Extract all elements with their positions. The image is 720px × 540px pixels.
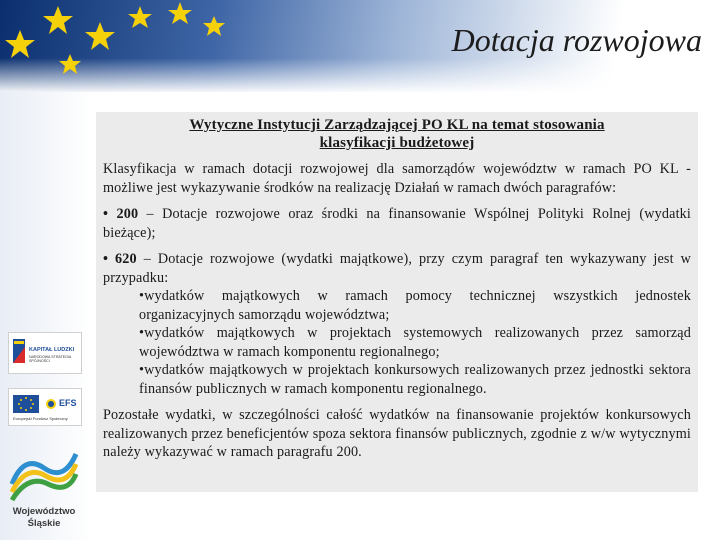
intro-paragraph: Klasyfikacja w ramach dotacji rozwojowej dla samorządów województw w ramach PO KL - możliwe jest wykazywanie środków na realizację Działań w ramach dwóch paragrafów: [103,161,691,196]
closing-paragraph: Pozostałe wydatki, w szczególności całość wydatków na finansowanie projektów konkursowych realizowanych przez beneficjentów spoza sektora finansów publicznych, zgodnie z w/w wytycznymi należy wykazywać w ramach paragrafu 200. [103,407,691,460]
star-icon [168,2,192,24]
star-icon [85,22,115,50]
kl-logo-text: KAPITAŁ LUDZKI [29,347,75,353]
eu-stars-decoration [0,0,360,120]
efs-logo-text: EFS [59,398,77,408]
heading-line-1: Wytyczne Instytucji Zarządzającej PO KL na temat stosowania [189,117,605,133]
wojewodztwo-slaskie-logo [4,444,84,536]
star-icon [128,6,152,28]
star-icon [5,30,35,58]
item-620-code: • 620 [103,251,137,267]
content-heading [103,116,691,152]
silesia-line-1: Województwo [12,506,76,517]
star-icon [43,6,73,34]
content-text [103,116,691,470]
item-200-text: – Dotacje rozwojowe oraz środki na finansowanie Wspólnej Polityki Rolnej (wydatki bieżące); [103,206,691,241]
star-icon [59,54,81,74]
heading-line-2: klasyfikacji budżetowej [319,135,475,151]
slide-title: Dotacja rozwojowa [451,22,702,58]
kapital-ludzki-logo [8,332,82,374]
sub-item: •wydatków majątkowych w projektach systemowych realizowanych przez samorząd województwa w ramach komponentu regionalnego; [139,325,691,360]
item-200 [103,205,691,242]
item-200-code: • 200 [103,206,139,222]
item-620 [103,250,691,287]
efs-logo [8,388,82,426]
sub-item: •wydatków majątkowych w projektach konkursowych realizowanych przez jednostki sektora finansów publicznych w ramach komponentu regionalnego. [139,362,691,397]
item-620-text: – Dotacje rozwojowe (wydatki majątkowe), przy czym paragraf ten wykazywany jest w przypadku: [103,251,692,286]
star-icon [203,16,225,36]
sub-item: •wydatków majątkowych w ramach pomocy technicznej wszystkich jednostek organizacyjnych samorządu województwa; [139,288,691,323]
silesia-line-2: Śląskie [27,518,61,529]
kl-logo-subtext: NARODOWA STRATEGIA SPÓJNOŚCI [29,355,72,363]
efs-logo-subtext: Europejski Fundusz Społeczny [13,416,68,421]
